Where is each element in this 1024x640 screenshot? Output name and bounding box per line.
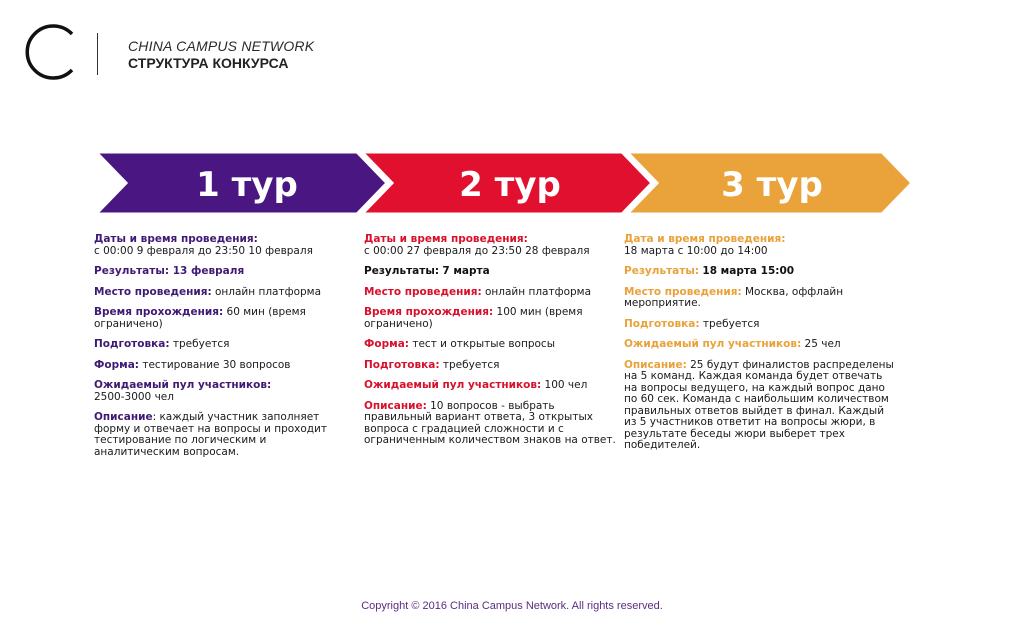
- detail-item: [94, 307, 354, 330]
- detail-item: [624, 360, 894, 452]
- detail-value: требуется: [172, 338, 230, 350]
- header-divider: [97, 33, 98, 75]
- detail-value: 2500-3000 чел: [94, 390, 174, 403]
- detail-value: 100 чел: [544, 379, 588, 391]
- tour-3-label: 3 тур: [721, 165, 823, 205]
- detail-item: [94, 339, 354, 351]
- detail-value: 10 вопросов - выбрать правильный вариант ответа, 3 открытых вопроса с градацией сложности и с ограниченным количеством знаков на ответ.: [364, 399, 616, 446]
- tour-3-details: [624, 234, 894, 461]
- detail-value: онлайн платформа: [215, 285, 322, 298]
- detail-value: тестирование 30 вопросов: [142, 358, 291, 371]
- detail-value: 25 будут финалистов распределены на 5 команд. Каждая команда будет отвечать на вопросы ведущего, на каждый вопрос дано по 60 сек. Команда с наибольшим количеством правильных ответов выйдет в финал. Каждый из 5 участников ответит на вопросы жюри, в результате беседы жюри выберет трех победителей.: [624, 358, 894, 451]
- detail-value: требуется: [702, 317, 760, 330]
- detail-item: [624, 266, 894, 278]
- copyright-footer: Copyright © 2016 China Campus Network. All rights reserved.: [361, 600, 663, 612]
- detail-label: Ожидаемый пул участников:: [94, 379, 272, 391]
- detail-label: Место проведения:: [364, 285, 482, 298]
- detail-value: Москва, оффлайн мероприятие.: [624, 285, 844, 309]
- detail-item: [364, 339, 616, 351]
- detail-label: Результаты: 13 февраля: [94, 265, 245, 277]
- page-title: СТРУКТУРА КОНКУРСА: [128, 55, 289, 71]
- detail-label: Подготовка:: [94, 338, 170, 350]
- detail-item: [624, 339, 894, 351]
- detail-label: Подготовка:: [624, 317, 700, 330]
- detail-item: [624, 287, 894, 310]
- detail-item: [364, 360, 616, 372]
- detail-label: Описание:: [364, 399, 427, 412]
- detail-label: Дата и время проведения:: [624, 233, 786, 245]
- detail-value: требуется: [442, 358, 500, 371]
- detail-value: 100 мин (время ограничено): [364, 306, 583, 330]
- detail-label: Даты и время проведения:: [94, 233, 258, 245]
- detail-label: Место проведения:: [94, 285, 212, 298]
- detail-value: тест и открытые вопросы: [412, 338, 555, 350]
- detail-label: Подготовка:: [364, 358, 440, 371]
- detail-label: Описание:: [624, 358, 687, 371]
- detail-item: [94, 412, 354, 458]
- tour-2-details: [364, 234, 616, 456]
- tour-1-label: 1 тур: [196, 165, 298, 205]
- detail-item: [364, 401, 616, 447]
- detail-label: Время прохождения:: [364, 306, 494, 318]
- detail-value: 60 мин (время ограничено): [94, 306, 306, 330]
- detail-value: 25 чел: [804, 338, 841, 350]
- detail-value: 18 марта 15:00: [702, 265, 795, 277]
- detail-label: Описание: [94, 411, 153, 423]
- detail-value: с 00:00 27 февраля до 23:50 28 февраля: [364, 244, 590, 257]
- detail-item: [94, 287, 354, 299]
- detail-label: Форма:: [94, 358, 140, 371]
- detail-item: [94, 380, 354, 403]
- detail-label: Результаты:: [624, 265, 700, 277]
- detail-value: 18 марта с 10:00 до 14:00: [624, 244, 768, 257]
- detail-label: Даты и время проведения:: [364, 233, 528, 245]
- detail-item: [94, 234, 354, 257]
- detail-item: [94, 266, 354, 278]
- detail-label: Результаты:: [364, 265, 440, 277]
- detail-value: онлайн платформа: [485, 285, 592, 298]
- detail-item: [364, 287, 616, 299]
- detail-item: [364, 380, 616, 392]
- detail-label: Ожидаемый пул участников:: [624, 338, 802, 350]
- tour-1-details: [94, 234, 354, 467]
- detail-item: [94, 360, 354, 372]
- detail-item: [364, 266, 616, 278]
- detail-label: Место проведения:: [624, 285, 742, 298]
- logo-c-icon: [22, 22, 82, 82]
- detail-item: [364, 234, 616, 257]
- detail-label: Форма:: [364, 338, 410, 350]
- detail-label: Ожидаемый пул участников:: [364, 379, 542, 391]
- tour-arrows: [92, 148, 918, 218]
- detail-value: с 00:00 9 февраля до 23:50 10 февраля: [94, 244, 313, 257]
- detail-item: [364, 307, 616, 330]
- detail-value: 7 марта: [442, 265, 490, 277]
- detail-value: : каждый участник заполняет форму и отвечает на вопросы и проходит тестирование по логическим и аналитическим вопросам.: [94, 411, 327, 458]
- detail-label: Время прохождения:: [94, 306, 224, 318]
- tour-2-label: 2 тур: [459, 165, 561, 205]
- detail-item: [624, 234, 894, 257]
- detail-item: [624, 319, 894, 331]
- brand-name: CHINA CAMPUS NETWORK: [128, 38, 315, 54]
